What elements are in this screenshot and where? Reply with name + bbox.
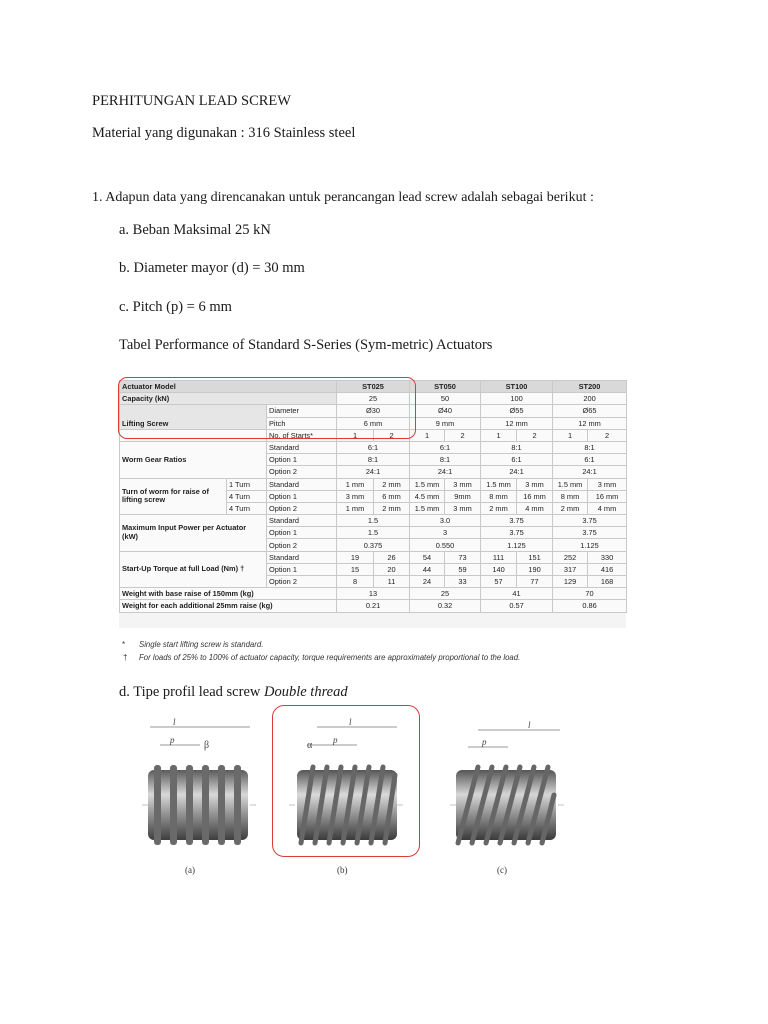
table-cell: 24:1 (337, 466, 410, 478)
table-cell: 2 mm (374, 478, 410, 490)
table-cell: 416 (588, 563, 627, 575)
note-dagger-text: For loads of 25% to 100% of actuator capacity, torque requirements are approximately proportional to the load. (139, 653, 521, 662)
fig-caption-a: (a) (185, 865, 195, 875)
table-cell: 2 mm (481, 502, 517, 514)
table-row (120, 393, 627, 405)
table-cell: 4 Turn (227, 490, 267, 502)
table-row (120, 551, 627, 563)
table-cell: 1.125 (481, 539, 553, 551)
item-d-prefix: d. Tipe profil lead screw (119, 684, 264, 700)
table-cell: 9 mm (410, 417, 481, 429)
table-row (120, 588, 627, 600)
table-cell: 252 (553, 551, 588, 563)
capacity-label: Capacity (kN) (120, 393, 337, 405)
table-cell: 44 (410, 563, 445, 575)
table-cell: 16 mm (517, 490, 553, 502)
screw-figure-c (448, 715, 566, 855)
table-cell: 140 (481, 563, 517, 575)
doc-title: PERHITUNGAN LEAD SCREW (92, 93, 291, 109)
table-cell: 41 (481, 588, 553, 600)
max-power-label: Maximum Input Power per Actuator (kW) (120, 515, 267, 552)
table-cell: 6:1 (410, 441, 481, 453)
table-cell: 129 (553, 576, 588, 588)
item-d-italic: Double thread (263, 684, 348, 700)
table-row (120, 600, 627, 612)
table-cell: Ø30 (337, 405, 410, 417)
table-cell: 3 mm (517, 478, 553, 490)
fig-c-p-label: p (482, 737, 487, 747)
table-cell: Option 2 (267, 539, 337, 551)
table-caption: Tabel Performance of Standard S-Series (Sym-metric) Actuators (119, 337, 493, 353)
table-cell: 19 (337, 551, 374, 563)
table-cell: 73 (445, 551, 481, 563)
table-cell: 1.5 (337, 527, 410, 539)
table-cell: 24:1 (410, 466, 481, 478)
item-a-text: a. Beban Maksimal 25 kN (119, 222, 271, 238)
table-cell: 2 (374, 429, 410, 441)
table-cell: 4 mm (588, 502, 627, 514)
table-row (120, 429, 627, 441)
table-cell: 57 (481, 576, 517, 588)
table-cell: 1.5 mm (410, 502, 445, 514)
fig-b-alpha-label: α (307, 740, 313, 751)
table-cell: 2 (517, 429, 553, 441)
table-cell: 1 (337, 429, 374, 441)
table-cell: 151 (517, 551, 553, 563)
table-cell: 1.5 (337, 515, 410, 527)
table-cell: 8:1 (481, 441, 553, 453)
table-row (120, 478, 627, 490)
table-cell: 190 (517, 563, 553, 575)
lifting-screw-label: Lifting Screw (120, 405, 267, 429)
table-cell: 8 mm (481, 490, 517, 502)
table-cell: 8:1 (410, 454, 481, 466)
item-b-text: b. Diameter mayor (d) = 30 mm (119, 260, 305, 276)
table-cell: 3.75 (481, 527, 553, 539)
table-cell: Pitch (267, 417, 337, 429)
table-cell: 1 mm (337, 478, 374, 490)
item-c-text: c. Pitch (p) = 6 mm (119, 299, 232, 315)
table-cell: 6 mm (337, 417, 410, 429)
table-cell: Standard (267, 478, 337, 490)
table-cell: 0.32 (410, 600, 481, 612)
table-cell: 50 (410, 393, 481, 405)
table-cell: 1 (481, 429, 517, 441)
table-cell: 3 mm (588, 478, 627, 490)
table-cell: 13 (337, 588, 410, 600)
header-actuator-model: Actuator Model (120, 381, 337, 393)
table-cell: Standard (267, 515, 337, 527)
table-cell: 4.5 mm (410, 490, 445, 502)
table-cell: 59 (445, 563, 481, 575)
fig-caption-b: (b) (337, 865, 348, 875)
weight-base-label: Weight with base raise of 150mm (kg) (120, 588, 337, 600)
material-line: Material yang digunakan : 316 Stainless steel (92, 125, 356, 141)
table-cell: 0.375 (337, 539, 410, 551)
table-cell: 2 (445, 429, 481, 441)
table-cell: 9mm (445, 490, 481, 502)
header-st200: ST200 (553, 381, 627, 393)
performance-table-image (119, 380, 626, 628)
table-cell: 317 (553, 563, 588, 575)
startup-torque-label: Start-Up Torque at full Load (Nm) † (120, 551, 267, 588)
table-cell: 1.5 mm (481, 478, 517, 490)
table-cell: 15 (337, 563, 374, 575)
table-cell: Option 1 (267, 527, 337, 539)
table-cell: 24:1 (481, 466, 553, 478)
table-cell (120, 429, 267, 441)
table-row (120, 405, 627, 417)
table-cell: Option 2 (267, 466, 337, 478)
screw-figure-b (287, 715, 407, 855)
table-cell: Option 2 (267, 502, 337, 514)
table-cell: Standard (267, 551, 337, 563)
table-cell: 0.57 (481, 600, 553, 612)
table-cell: 26 (374, 551, 410, 563)
table-cell: 3.0 (410, 515, 481, 527)
table-cell: 70 (553, 588, 627, 600)
table-cell: 4 mm (517, 502, 553, 514)
table-cell: Standard (267, 441, 337, 453)
table-cell: Option 1 (267, 490, 337, 502)
table-cell: 1.5 mm (553, 478, 588, 490)
fig-b-l-label: l (349, 717, 352, 727)
table-cell: 6:1 (481, 454, 553, 466)
table-row (120, 515, 627, 527)
table-cell: 8 mm (553, 490, 588, 502)
table-cell: 25 (337, 393, 410, 405)
table-cell: 2 mm (374, 502, 410, 514)
table-cell: 3 mm (337, 490, 374, 502)
table-cell: 24 (410, 576, 445, 588)
table-cell: 20 (374, 563, 410, 575)
table-cell: 168 (588, 576, 627, 588)
table-cell: Option 1 (267, 563, 337, 575)
fig-b-p-label: p (333, 735, 338, 745)
table-cell: 6 mm (374, 490, 410, 502)
weight-additional-label: Weight for each additional 25mm raise (kg) (120, 600, 337, 612)
table-cell: 2 (588, 429, 627, 441)
item-1-text: 1. Adapun data yang direncanakan untuk perancangan lead screw adalah sebagai berikut : (92, 190, 594, 205)
table-row (120, 441, 627, 453)
table-cell: 330 (588, 551, 627, 563)
table-cell: Option 2 (267, 576, 337, 588)
table-cell: 1 (553, 429, 588, 441)
table-cell: Ø65 (553, 405, 627, 417)
table-cell: No. of Starts* (267, 429, 337, 441)
turn-of-worm-label: Turn of worm for raise of lifting screw (120, 478, 227, 515)
table-cell: 111 (481, 551, 517, 563)
table-cell: 54 (410, 551, 445, 563)
table-cell: 8:1 (553, 441, 627, 453)
table-cell: 33 (445, 576, 481, 588)
note-dagger: † (123, 653, 128, 662)
table-cell: 200 (553, 393, 627, 405)
table-cell: 12 mm (481, 417, 553, 429)
table-cell: 2 mm (553, 502, 588, 514)
fig-c-l-label: l (528, 720, 531, 730)
table-cell: 25 (410, 588, 481, 600)
note-star-text: Single start lifting screw is standard. (139, 640, 264, 649)
item-d-text (119, 684, 348, 701)
table-cell: 8 (337, 576, 374, 588)
table-cell: 16 mm (588, 490, 627, 502)
table-cell: 77 (517, 576, 553, 588)
table-cell: 1.125 (553, 539, 627, 551)
table-cell: 3 mm (445, 502, 481, 514)
fig-a-p-label: p (170, 735, 175, 745)
performance-table (119, 380, 627, 613)
table-cell: 11 (374, 576, 410, 588)
table-cell: 6:1 (553, 454, 627, 466)
table-cell: 0.550 (410, 539, 481, 551)
table-cell: 3 (410, 527, 481, 539)
note-star: * (122, 640, 126, 649)
table-cell: 3.75 (481, 515, 553, 527)
header-st050: ST050 (410, 381, 481, 393)
table-cell: Diameter (267, 405, 337, 417)
table-cell: 100 (481, 393, 553, 405)
table-cell: 1.5 mm (410, 478, 445, 490)
table-cell: Ø40 (410, 405, 481, 417)
table-cell: 24:1 (553, 466, 627, 478)
header-st100: ST100 (481, 381, 553, 393)
table-cell: 6:1 (337, 441, 410, 453)
table-cell: 4 Turn (227, 502, 267, 514)
fig-caption-c: (c) (497, 865, 507, 875)
table-cell: 1 mm (337, 502, 374, 514)
table-cell: 1 (410, 429, 445, 441)
screw-figure-a (140, 715, 258, 855)
table-cell: 3 mm (445, 478, 481, 490)
table-cell: 0.86 (553, 600, 627, 612)
table-cell: 8:1 (337, 454, 410, 466)
table-cell: 12 mm (553, 417, 627, 429)
table-cell: Ø55 (481, 405, 553, 417)
table-cell: 1 Turn (227, 478, 267, 490)
table-row (120, 381, 627, 393)
header-st025: ST025 (337, 381, 410, 393)
table-cell: 3.75 (553, 527, 627, 539)
fig-a-l-label: l (173, 717, 176, 727)
table-cell: Option 1 (267, 454, 337, 466)
worm-gear-label: Worm Gear Ratios (120, 441, 267, 478)
table-cell: 3.75 (553, 515, 627, 527)
table-cell: 0.21 (337, 600, 410, 612)
fig-a-beta-label: β (204, 740, 210, 751)
